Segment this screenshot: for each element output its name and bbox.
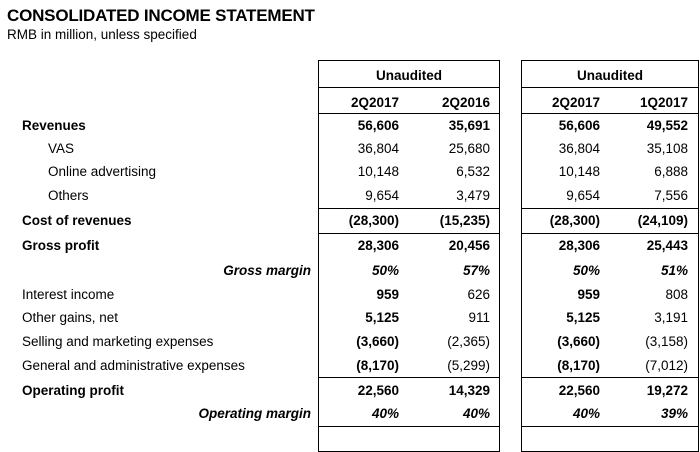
value-cell: 9,654	[365, 188, 399, 203]
value-cell: (3,660)	[557, 334, 600, 349]
row-label: Revenues	[22, 118, 86, 133]
row-label: Other gains, net	[22, 310, 119, 325]
divider	[318, 377, 500, 378]
value-cell: 36,804	[357, 141, 399, 156]
value-cell: (8,170)	[356, 358, 399, 373]
group-header-qoq: Unaudited	[577, 68, 643, 83]
value-cell: 14,329	[448, 383, 490, 398]
value-cell: 22,560	[558, 383, 600, 398]
divider	[521, 426, 699, 427]
value-cell: 35,108	[646, 141, 688, 156]
value-cell: 22,560	[357, 383, 399, 398]
divider	[521, 233, 699, 234]
divider	[521, 377, 699, 378]
value-cell: (3,158)	[645, 334, 688, 349]
value-cell: 40%	[462, 406, 490, 421]
value-cell: (5,299)	[447, 358, 490, 373]
value-cell: 50%	[371, 263, 399, 278]
period-header: 1Q2017	[639, 95, 688, 110]
value-cell: 959	[577, 287, 600, 302]
value-cell: 56,606	[357, 118, 399, 133]
row-label: Others	[48, 188, 89, 203]
value-cell: 5,125	[365, 310, 399, 325]
statement-subtitle: RMB in million, unless specified	[7, 27, 197, 42]
period-header: 2Q2017	[551, 95, 600, 110]
value-cell: (2,365)	[447, 334, 490, 349]
value-cell: (15,235)	[439, 213, 490, 228]
value-cell: 36,804	[558, 141, 600, 156]
value-cell: 40%	[572, 406, 600, 421]
value-cell: (7,012)	[645, 358, 688, 373]
divider	[318, 113, 500, 114]
value-cell: 28,306	[357, 238, 399, 253]
value-cell: 10,148	[558, 164, 600, 179]
value-cell: 50%	[572, 263, 600, 278]
divider	[318, 208, 500, 209]
value-cell: 35,691	[448, 118, 490, 133]
value-cell: 808	[665, 287, 688, 302]
value-cell: 40%	[371, 406, 399, 421]
value-cell: 56,606	[558, 118, 600, 133]
row-label: Gross profit	[22, 238, 100, 253]
divider	[318, 233, 500, 234]
row-label: Online advertising	[48, 164, 157, 179]
value-cell: 6,532	[456, 164, 490, 179]
value-cell: 959	[376, 287, 399, 302]
divider	[521, 113, 699, 114]
value-cell: 25,443	[646, 238, 688, 253]
value-cell: 911	[468, 310, 490, 325]
value-cell: 25,680	[448, 141, 490, 156]
period-header: 2Q2016	[441, 95, 490, 110]
value-cell: (24,109)	[637, 213, 688, 228]
value-cell: 51%	[660, 263, 688, 278]
row-label: Gross margin	[223, 263, 311, 278]
value-cell: 5,125	[566, 310, 600, 325]
statement-title: CONSOLIDATED INCOME STATEMENT	[7, 6, 315, 25]
value-cell: (8,170)	[557, 358, 600, 373]
row-label: Operating profit	[22, 383, 124, 398]
value-cell: 49,552	[646, 118, 688, 133]
value-cell: 28,306	[558, 238, 600, 253]
value-cell: 39%	[660, 406, 688, 421]
value-cell: 10,148	[357, 164, 399, 179]
value-cell: (28,300)	[348, 213, 399, 228]
value-cell: 626	[467, 287, 490, 302]
row-label: General and administrative expenses	[22, 358, 245, 373]
value-cell: 57%	[462, 263, 490, 278]
value-cell: 20,456	[448, 238, 490, 253]
row-label: VAS	[48, 141, 75, 156]
divider	[318, 87, 500, 88]
value-cell: 7,556	[654, 188, 688, 203]
value-cell: 6,888	[654, 164, 688, 179]
divider	[521, 87, 699, 88]
row-label: Selling and marketing expenses	[22, 334, 214, 349]
row-label: Operating margin	[198, 406, 311, 421]
value-cell: 3,191	[654, 310, 688, 325]
value-cell: 9,654	[566, 188, 600, 203]
period-header: 2Q2017	[350, 95, 399, 110]
divider	[521, 208, 699, 209]
row-label: Cost of revenues	[22, 213, 132, 228]
value-cell: (28,300)	[549, 213, 600, 228]
value-cell: 3,479	[456, 188, 490, 203]
group-header-yoy: Unaudited	[376, 68, 442, 83]
row-label: Interest income	[22, 287, 115, 302]
value-cell: 19,272	[646, 383, 688, 398]
divider	[318, 426, 500, 427]
value-cell: (3,660)	[356, 334, 399, 349]
